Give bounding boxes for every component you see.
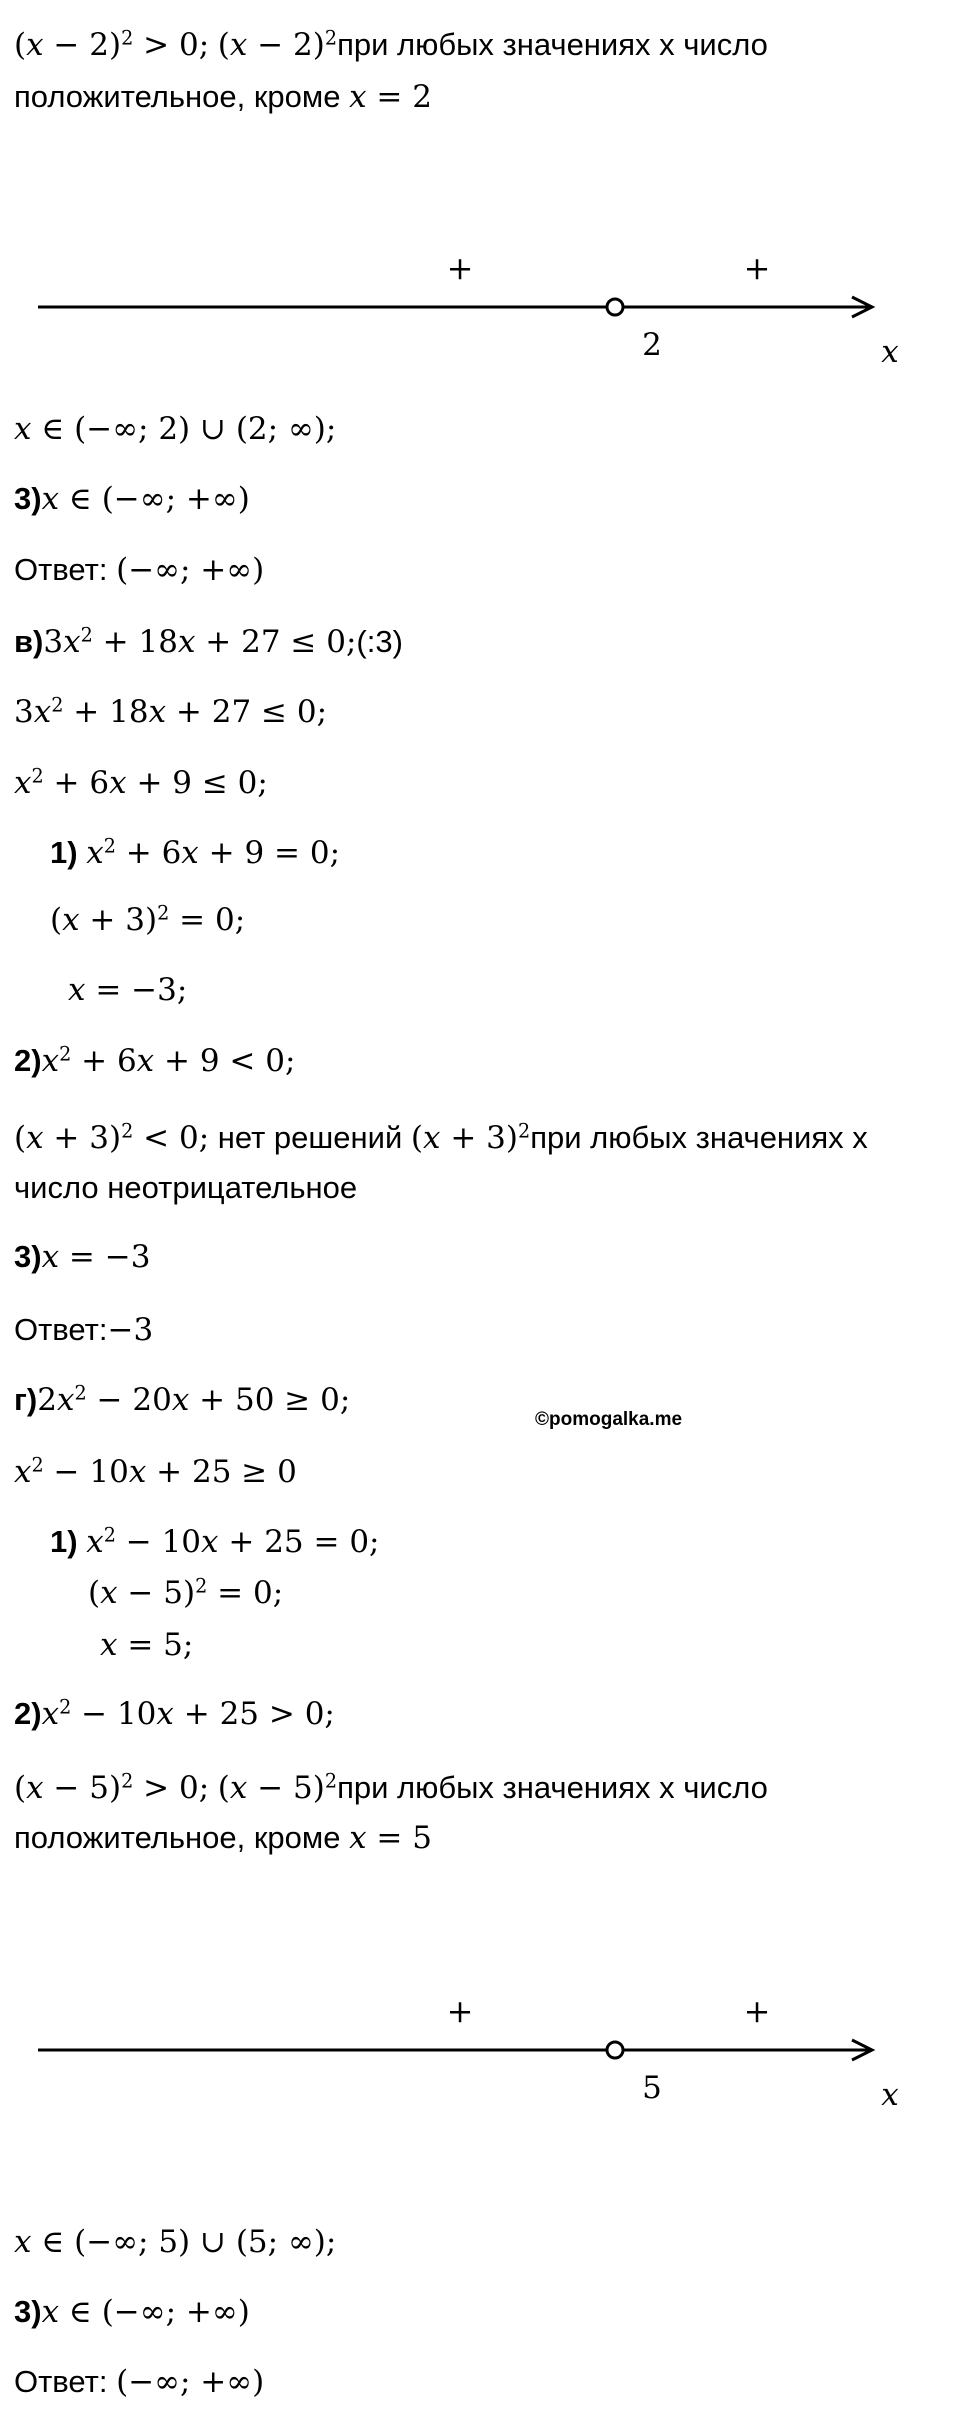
text-line <box>14 1380 350 1420</box>
math: 𝑥 = −3 <box>41 1239 151 1275</box>
text-line <box>14 1310 153 1350</box>
solution-set: 𝑥 ∈ (−∞; 5) ∪ (5; ∞); <box>14 2224 337 2260</box>
excluded-point <box>607 299 623 315</box>
math: 2𝑥$^2$ − 20𝑥 + 50 ≥ 0; <box>37 1381 351 1418</box>
text: положительное, кроме <box>14 1820 341 1855</box>
text-line <box>14 763 268 803</box>
answer: −3 <box>107 1312 154 1348</box>
watermark: ©pomogalka.me <box>535 1409 683 1430</box>
text-line <box>14 1818 432 1858</box>
text: (:3) <box>356 624 403 659</box>
math: 𝑥 = −3; <box>68 972 188 1008</box>
text-line <box>14 1768 768 1808</box>
text: при любых значениях х число <box>337 27 768 62</box>
text-line <box>14 2222 336 2262</box>
number-line <box>0 1988 960 2113</box>
math: 3𝑥$^2$ + 18𝑥 + 27 ≤ 0; <box>14 693 328 730</box>
text: нет решений <box>217 1120 403 1155</box>
text: число неотрицательное <box>14 1170 358 1205</box>
axis-label: 𝑥 <box>881 2077 899 2113</box>
part-label: г) <box>14 1382 38 1417</box>
point-label: 5 <box>642 2070 662 2106</box>
answer-label: Ответ: <box>14 2364 108 2399</box>
math: 𝑥$^2$ − 10𝑥 + 25 > 0; <box>41 1695 335 1732</box>
text-line <box>100 1625 193 1665</box>
math: 𝑥 ∈ (−∞; +∞) <box>41 2294 250 2330</box>
answer-label: Ответ: <box>14 552 108 587</box>
axis-label: 𝑥 <box>881 334 899 370</box>
text: положительное, кроме <box>14 79 341 114</box>
text-line <box>14 2292 250 2332</box>
math: 𝑥$^2$ + 6𝑥 + 9 ≤ 0; <box>14 764 268 801</box>
text-line <box>14 1237 150 1277</box>
text-line <box>14 1118 868 1158</box>
math-expression: (𝑥 − 2)$^2$ <box>217 26 338 63</box>
text-line <box>68 970 187 1010</box>
text-line <box>50 1522 380 1562</box>
text: при любых значениях х число <box>337 1770 768 1805</box>
math: 3𝑥$^2$ + 18𝑥 + 27 ≤ 0; <box>43 623 357 660</box>
step-label: 2) <box>14 1696 42 1731</box>
step-label: 3) <box>14 2294 42 2329</box>
step-label: 1) <box>50 1524 78 1559</box>
math: 𝑥$^2$ + 6𝑥 + 9 = 0; <box>86 834 341 871</box>
text-line <box>14 1452 297 1492</box>
math: 𝑥 ∈ (−∞; +∞) <box>41 481 250 517</box>
math: 𝑥$^2$ − 10𝑥 + 25 = 0; <box>86 1523 380 1560</box>
text-line <box>50 833 340 873</box>
math-equation: 𝑥 = 2 <box>349 79 432 115</box>
text-line <box>14 622 403 662</box>
text-line <box>14 479 250 519</box>
excluded-point <box>607 2042 623 2058</box>
answer: (−∞; +∞) <box>116 552 265 588</box>
number-line <box>0 245 960 370</box>
math-expression: (𝑥 − 5)$^2$ <box>217 1769 338 1806</box>
text-line <box>14 77 432 117</box>
math-inequality: (𝑥 − 2)$^2$ > 0; <box>14 26 210 63</box>
point-label: 2 <box>642 327 662 363</box>
math-equation: 𝑥 = 5 <box>349 1820 432 1856</box>
text: при любых значениях х <box>530 1120 868 1155</box>
text-line <box>50 900 245 940</box>
text-line <box>14 409 336 449</box>
text-line <box>14 1168 357 1208</box>
text-line <box>14 25 768 65</box>
solution-set: 𝑥 ∈ (−∞; 2) ∪ (2; ∞); <box>14 411 337 447</box>
text-line <box>14 1041 295 1081</box>
math: 𝑥 = 5; <box>100 1627 194 1663</box>
math: (𝑥 − 5)$^2$ > 0; <box>14 1769 210 1806</box>
answer: (−∞; +∞) <box>116 2364 265 2400</box>
step-label: 3) <box>14 481 42 516</box>
math-expression: (𝑥 + 3)$^2$ <box>410 1119 531 1156</box>
plus-sign-right: + <box>743 1992 771 2030</box>
plus-sign-right: + <box>743 249 771 287</box>
math: (𝑥 + 3)$^2$ = 0; <box>50 901 246 938</box>
math: 𝑥$^2$ − 10𝑥 + 25 ≥ 0 <box>14 1453 297 1490</box>
plus-sign-left: + <box>446 249 474 287</box>
text-line <box>88 1573 283 1613</box>
text-line <box>14 2362 264 2402</box>
math: (𝑥 + 3)$^2$ < 0; <box>14 1119 210 1156</box>
text-line <box>14 550 264 590</box>
plus-sign-left: + <box>446 1992 474 2030</box>
math: 𝑥$^2$ + 6𝑥 + 9 < 0; <box>41 1042 296 1079</box>
step-label: 1) <box>50 835 78 870</box>
answer-label: Ответ: <box>14 1312 108 1347</box>
text-line <box>14 1694 335 1734</box>
part-label: в) <box>14 624 44 659</box>
math: (𝑥 − 5)$^2$ = 0; <box>88 1574 284 1611</box>
step-label: 3) <box>14 1239 42 1274</box>
step-label: 2) <box>14 1043 42 1078</box>
text-line <box>14 692 327 732</box>
